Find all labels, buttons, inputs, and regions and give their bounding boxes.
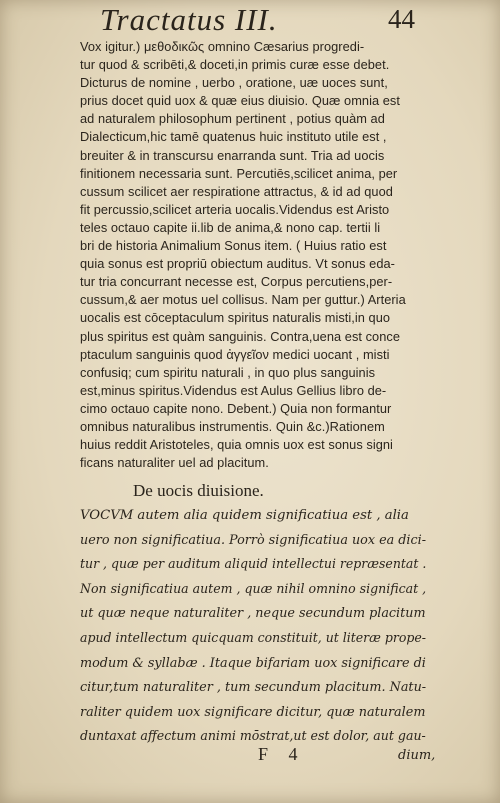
text-line: ptaculum sanguinis quod ἀγγεῖον medici uocant , misti [80, 346, 390, 362]
text-line: apud intellectum quicquam constituit, ut literæ prope- [80, 630, 427, 646]
text-line: cimo octauo capite nono. Debent.) Quia non formantur [80, 400, 392, 416]
text-line: teles octauo capite ii.lib de anima,& nono cap. tertii li [80, 219, 381, 235]
page-number: 44 [388, 4, 415, 34]
text-line: breuiter & in transcursu enarranda sunt. Tria ad uocis [80, 147, 385, 163]
text-line: raliter quidem uox significare dicitur, quæ naturalem [80, 704, 426, 720]
text-line: VOCVM autem alia quidem significatiua est , alia [80, 508, 409, 523]
text-line: tur tria concurrant necesse est, Corpus percutiens,per- [80, 274, 393, 290]
text-line: uero non significatiua. Porrò significatiua uox ea dici- [80, 532, 427, 548]
text-line: huius reddit Aristoteles, quia omnis uox est sonus signi [80, 437, 393, 453]
running-title: Tractatus III. [100, 2, 278, 37]
text-line: citur,tum naturaliter , tum secundum placitum. Natu- [80, 680, 427, 696]
text-line: Dialecticum,hic tamē quatenus huic instituto utile est , [80, 129, 387, 145]
text-line: plus spiritus est quàm sanguinis. Contra,uena est conce [80, 328, 401, 344]
text-line: quia sonus est propriū obiectum auditus. Vt sonus eda- [80, 256, 395, 272]
text-line: ad naturalem philosophum pertinent , potius quàm ad [80, 111, 385, 127]
text-line: bri de historia Animalium Sonus item. ( Huius ratio est [80, 238, 387, 254]
text-line: ficans naturaliter uel ad placitum. [80, 455, 269, 471]
signature-mark: F 4 [258, 744, 306, 764]
text-line: Vox igitur.) μεθοδικῶς omnino Cæsarius progredi- [80, 39, 365, 54]
text-line: duntaxat affectum animi mōstrat,ut est dolor, aut gau- [80, 729, 426, 745]
text-line: confusiq; cum spiritu naturali , in quo plus sanguinis [80, 364, 376, 380]
text-line: Non significatiua autem , quæ nihil omnino significat , [80, 581, 427, 597]
text-line: ut quæ neque naturaliter , neque secundum placitum [80, 606, 426, 622]
text-line: prius docet quid uox & quæ eius diuisio. Quæ omnia est [80, 93, 400, 109]
text-line: uocalis est cōceptaculum spiritus naturalis misti,in quo [80, 310, 391, 326]
text-line: omnibus naturalibus instrumentis. Quin &c.)Rationem [80, 418, 385, 434]
text-line: est,minus spiritus.Videndus est Aulus Gellius libro de- [80, 382, 387, 398]
catchword: dium, [398, 748, 436, 763]
text-line: Dicturus de nomine , uerbo , oratione, uæ uoces sunt, [80, 75, 388, 91]
text-line: tur quod & scribēti,& doceti,in primis curæ esse debet. [80, 57, 390, 73]
text-line: modum & syllabæ . Itaque bifariam uox significare di [80, 655, 426, 671]
text-line: fit percussio,scilicet arteria uocalis.Videndus est Aristo [80, 201, 390, 217]
text-line: tur , quæ per auditum aliquid intellectui repræsentat . [80, 557, 427, 573]
text-line: finitionem necessaria sunt. Percutiēs,scilicet anima, per [80, 165, 398, 181]
section-text [80, 504, 425, 750]
commentary-text [80, 38, 425, 472]
text-line: cussum,& aer motus uel collisus. Nam per guttur.) Arteria [80, 292, 406, 308]
text-line: cussum scilicet aer respiratione attractus, & id ad quod [80, 183, 393, 199]
section-heading: De uocis diuisione. [133, 481, 264, 500]
